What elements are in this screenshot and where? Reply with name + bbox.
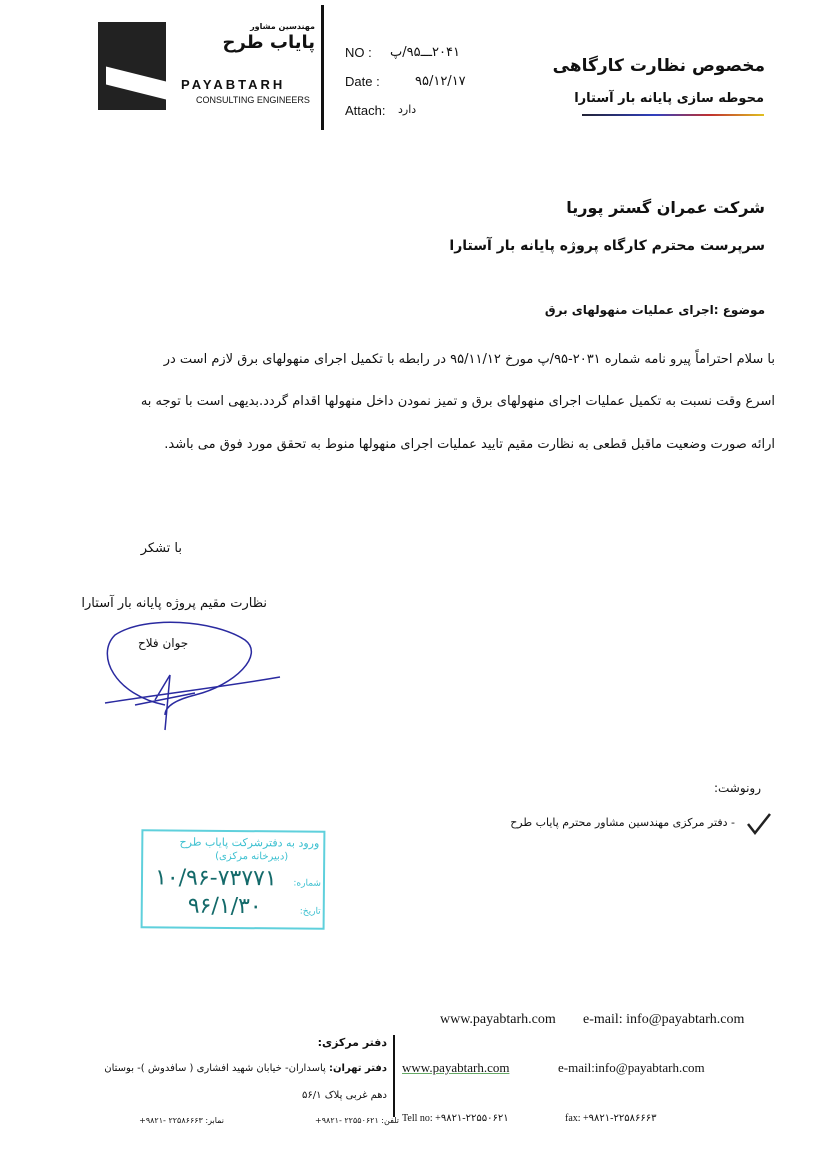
body-line: اسرع وقت نسبت به تکمیل عملیات اجرای منهولهای برق و تمیز نمودن داخل منهولها اقدام گردد.بدیهی است با توجه به	[140, 394, 775, 409]
logo-persian-small: مهندسین مشاور	[250, 22, 315, 31]
checkmark-icon	[746, 812, 772, 836]
footer-divider	[393, 1035, 395, 1117]
header-divider	[321, 5, 324, 130]
signature-name: جوان فلاح	[138, 636, 189, 650]
subject: موضوع :اجرای عملیات منهولهای برق	[544, 303, 765, 317]
footer-email[interactable]: e-mail:info@payabtarh.com	[558, 1060, 705, 1075]
logo-subtitle: CONSULTING ENGINEERS	[196, 95, 310, 105]
body-line: با سلام احتراماً پیرو نامه شماره ۲۰۳۱-۹۵/پ مورخ ۹۵/۱۱/۱۲ در رابطه با تکمیل اجرای منهولهای برق لازم است در	[163, 352, 775, 367]
body-line: ارائه صورت وضعیت ماقبل قطعی به نظارت مقیم تایید عملیات اجرای منهولها منوط به تحقق مورد فوق می باشد.	[164, 437, 775, 452]
signatory: نظارت مقیم پروژه پایانه بار آستارا	[81, 596, 267, 611]
logo-mark	[98, 22, 166, 110]
date-label: Date :	[345, 74, 380, 89]
signature-icon	[95, 615, 295, 735]
receipt-stamp	[141, 829, 326, 930]
tel-en: Tell no: +۹۸۲۱-۲۲۵۵۰۶۲۱	[402, 1113, 509, 1124]
date-value: ۹۵/۱۲/۱۷	[415, 74, 466, 89]
attach-label: Attach:	[345, 103, 386, 118]
no-label: NO :	[345, 45, 372, 60]
fax-fa: نمابر: ۲۲۵۸۶۶۶۳ -۹۸۲۱+	[139, 1116, 224, 1125]
stamp-line1: ورود به دفترشرکت پایاب طرح	[179, 835, 320, 850]
cc-item: - دفتر مرکزی مهندسین مشاور محترم پایاب طرح	[510, 816, 735, 829]
stamp-number: ۱۰/۹۶-۷۳۷۷۱	[154, 865, 277, 892]
stamp-line2: (دبیرخانه مرکزی)	[215, 850, 289, 863]
tehran-address-text: پاسداران- خیابان شهید افشاری ( سافدوش )- بوستان	[104, 1063, 326, 1074]
footer-website[interactable]: www.payabtarh.com	[402, 1060, 510, 1075]
central-office-label: دفتر مرکزی:	[317, 1036, 387, 1049]
tehran-address2: دهم غربی پلاک ۵۶/۱	[302, 1090, 387, 1101]
project-underline	[582, 114, 764, 116]
phone-fa: تلفن: ۲۲۵۵۰۶۲۱ -۹۸۲۱+	[315, 1116, 399, 1125]
stamp-date: ۹۶/۱/۳۰	[187, 893, 262, 920]
top-email[interactable]: e-mail: info@payabtarh.com	[583, 1012, 745, 1027]
no-value: ۲۰۴۱ـــ۹۵/پ	[390, 45, 460, 60]
project-title: محوطه سازی پایانه بار آستارا	[574, 91, 764, 106]
logo-latin: PAYABTARH	[181, 77, 286, 92]
stamp-date-label: تاریخ:	[299, 906, 321, 917]
logo-persian: پایاب طرح	[222, 32, 315, 53]
stamp-number-label: شماره:	[293, 878, 322, 889]
cc-label: رونوشت:	[713, 781, 761, 795]
tehran-address	[104, 1063, 387, 1074]
closing: با تشکر	[140, 541, 182, 556]
recipient-person: سرپرست محترم کارگاه پروژه پایانه بار آستارا	[449, 238, 765, 254]
fax-en: fax: +۹۸۲۱-۲۲۵۸۶۶۶۳	[565, 1113, 657, 1124]
attach-value: دارد	[398, 103, 417, 116]
tehran-label: دفتر تهران:	[328, 1063, 387, 1074]
top-website[interactable]: www.payabtarh.com	[440, 1012, 556, 1027]
office-title: مخصوص نظارت کارگاهی	[552, 56, 765, 76]
recipient-company: شرکت عمران گستر پوریا	[566, 198, 765, 217]
